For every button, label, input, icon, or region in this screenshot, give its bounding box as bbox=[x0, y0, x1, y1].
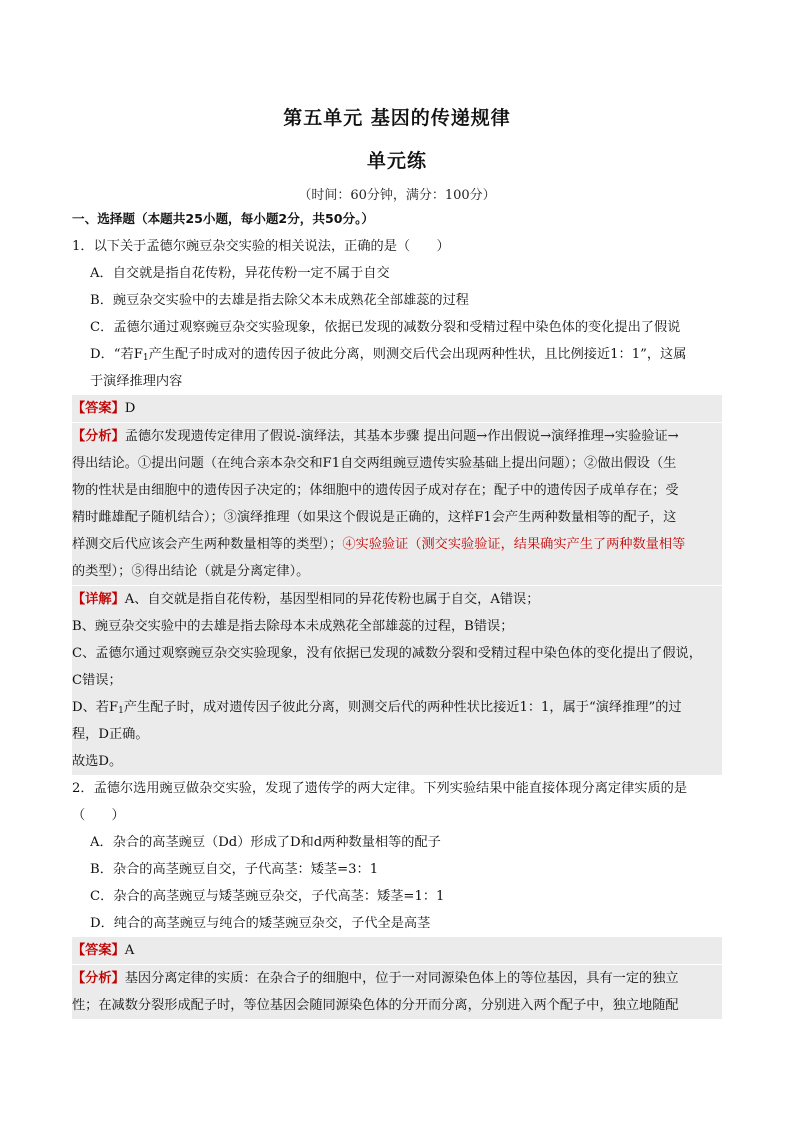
q1-conclusion: 故选D。 bbox=[72, 748, 722, 775]
section-heading: 一、选择题（本题共25小题，每小题2分，共50分。） bbox=[72, 211, 374, 226]
q1-option-b: B．豌豆杂交实验中的去雄是指去除父本未成熟花全部雄蕊的过程 bbox=[90, 293, 469, 308]
q2-option-c: C．杂合的高茎豌豆与矮茎豌豆杂交，子代高茎：矮茎=1：1 bbox=[90, 889, 445, 904]
q1-analysis-line: 物的性状是由细胞中的遗传因子决定的；体细胞中的遗传因子成对存在；配子中的遗传因子成单存在；受 bbox=[72, 477, 722, 504]
q1-analysis-line: 【分析】孟德尔发现遗传定律用了假说-演绎法，其基本步骤 提出问题→作出假说→演绎推理→实验验证→ bbox=[72, 423, 722, 450]
question-2-stem: 2．孟德尔选用豌豆做杂交实验，发现了遗传学的两大定律。下列实验结果中能直接体现分离定律实质的是 bbox=[72, 781, 688, 796]
q2-option-d: D．纯合的高茎豌豆与纯合的矮茎豌豆杂交，子代全是高茎 bbox=[90, 916, 431, 931]
q2-option-a: A．杂合的高茎豌豆（Dd）形成了D和d两种数量相等的配子 bbox=[90, 835, 441, 850]
q2-analysis-line: 【分析】基因分离定律的实质：在杂合子的细胞中，位于一对同源染色体上的等位基因，具有一定的独立 bbox=[72, 965, 722, 992]
question-2-stem-cont: （ ） bbox=[72, 808, 125, 823]
q1-detail-d: D、若$F_1$产生配子时，成对遗传因子彼此分离，则测交后代的两种性状比接近1：1，属于“演绎推理”的过 bbox=[72, 694, 722, 721]
q1-option-d-cont: 于演绎推理内容 bbox=[90, 374, 183, 389]
q1-detail-c-cont: C错误； bbox=[72, 667, 722, 694]
q2-analysis-line: 性；在减数分裂形成配子时，等位基因会随同源染色体的分开而分离，分别进入两个配子中，独立地随配 bbox=[72, 992, 722, 1019]
q1-detail-b: B、豌豆杂交实验中的去雄是指去除母本未成熟花全部雄蕊的过程，B错误； bbox=[72, 613, 722, 640]
q1-analysis-line: 得出结论。①提出问题（在纯合亲本杂交和F1自交两组豌豆遗传实验基础上提出问题）；②做出假设（生 bbox=[72, 450, 722, 477]
q1-analysis-line: 精时雌雄配子随机结合）；③演绎推理（如果这个假说是正确的，这样F1会产生两种数量相等的配子，这 bbox=[72, 504, 722, 531]
q1-answer: 【答案】D bbox=[72, 395, 722, 422]
q2-option-b: B．杂合的高茎豌豆自交，子代高茎：矮茎=3：1 bbox=[90, 862, 379, 877]
q2-answer: 【答案】A bbox=[72, 937, 722, 964]
q1-option-a: A．自交就是指自花传粉，异花传粉一定不属于自交 bbox=[90, 266, 390, 281]
q1-detail-d-cont: 程，D正确。 bbox=[72, 721, 722, 748]
q1-detail-a: 【详解】A、自交就是指自花传粉，基因型相同的异花传粉也属于自交，A错误； bbox=[72, 586, 722, 613]
q1-analysis-line: 的类型）；⑤得出结论（就是分离定律）。 bbox=[72, 558, 722, 585]
q1-detail-c: C、孟德尔通过观察豌豆杂交实验现象，没有依据已发现的减数分裂和受精过程中染色体的变化提出了假说， bbox=[72, 640, 722, 667]
question-1-stem: 1．以下关于孟德尔豌豆杂交实验的相关说法，正确的是（ ） bbox=[72, 239, 450, 254]
unit-title: 第五单元 基因的传递规律 bbox=[283, 107, 511, 129]
q1-option-d: D．“若$F_1$产生配子时成对的遗传因子彼此分离，则测交后代会出现两种性状，且比例接近1：1”，这属 bbox=[90, 347, 687, 363]
exam-info: （时间：60分钟，满分：100分） bbox=[298, 188, 496, 203]
q1-analysis-line: 样测交后代应该会产生两种数量相等的类型）；④实验验证（测交实验验证，结果确实产生了两种数量相等 bbox=[72, 531, 722, 558]
q1-option-c: C．孟德尔通过观察豌豆杂交实验现象，依据已发现的减数分裂和受精过程中染色体的变化提出了假说 bbox=[90, 320, 681, 335]
unit-subtitle: 单元练 bbox=[366, 150, 427, 172]
